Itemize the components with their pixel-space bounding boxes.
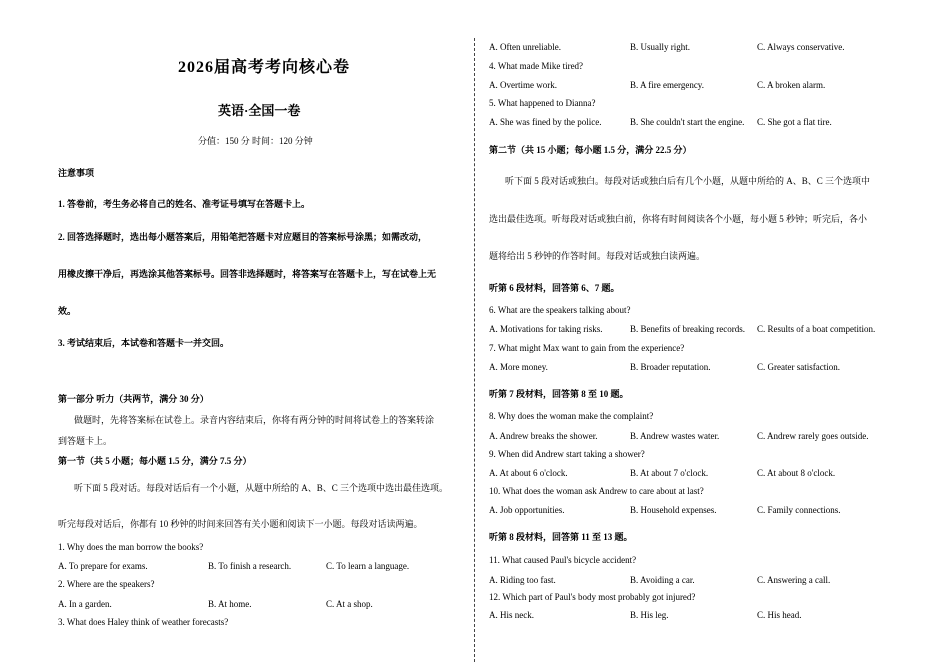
option-12b[interactable]: B. His leg.	[630, 610, 669, 620]
option-9c[interactable]: C. At about 8 o'clock.	[757, 468, 836, 478]
option-7b[interactable]: B. Broader reputation.	[630, 362, 711, 372]
question-4: 4. What made Mike tired?	[489, 61, 584, 71]
notice-item-3: 3. 考试结束后，本试卷和答题卡一并交回。	[58, 338, 230, 348]
notice-heading: 注意事项	[58, 168, 95, 178]
section2-intro-3: 题将给出 5 秒钟的作答时间。每段对话或独白读两遍。	[489, 251, 706, 261]
question-8: 8. Why does the woman make the complaint?	[489, 411, 654, 421]
option-2a[interactable]: A. In a garden.	[58, 599, 112, 609]
question-3: 3. What does Haley think of weather forecasts?	[58, 617, 229, 627]
question-7: 7. What might Max want to gain from the experience?	[489, 343, 685, 353]
section1-heading: 第一节（共 5 小题；每小题 1.5 分，满分 7.5 分）	[58, 456, 252, 466]
section2-heading: 第二节（共 15 小题；每小题 1.5 分，满分 22.5 分）	[489, 145, 692, 155]
material-6-heading: 听第 6 段材料，回答第 6、7 题。	[489, 283, 620, 293]
option-1a[interactable]: A. To prepare for exams.	[58, 561, 148, 571]
option-8a[interactable]: A. Andrew breaks the shower.	[489, 431, 598, 441]
option-6c[interactable]: C. Results of a boat competition.	[757, 324, 876, 334]
option-9b[interactable]: B. At about 7 o'clock.	[630, 468, 709, 478]
option-4c[interactable]: C. A broken alarm.	[757, 80, 826, 90]
exam-meta: 分值：150 分 时间：120 分钟	[198, 136, 313, 146]
option-2c[interactable]: C. At a shop.	[326, 599, 373, 609]
option-6a[interactable]: A. Motivations for taking risks.	[489, 324, 603, 334]
section2-intro-1: 听下面 5 段对话或独白。每段对话或独白后有几个小题，从题中所给的 A、B、C 三个选项中	[505, 176, 871, 186]
option-12c[interactable]: C. His head.	[757, 610, 802, 620]
option-6b[interactable]: B. Benefits of breaking records.	[630, 324, 745, 334]
option-4b[interactable]: B. A fire emergency.	[630, 80, 704, 90]
part1-intro-2: 到答题卡上。	[58, 436, 113, 446]
option-9a[interactable]: A. At about 6 o'clock.	[489, 468, 568, 478]
exam-title: 2026届高考考向核心卷	[178, 59, 351, 76]
question-11: 11. What caused Paul's bicycle accident?	[489, 555, 637, 565]
question-6: 6. What are the speakers talking about?	[489, 305, 631, 315]
question-5: 5. What happened to Dianna?	[489, 98, 596, 108]
option-3b[interactable]: B. Usually right.	[630, 42, 690, 52]
section1-intro-1: 听下面 5 段对话。每段对话后有一个小题，从题中所给的 A、B、C 三个选项中选出最佳选项。	[74, 483, 449, 493]
option-11a[interactable]: A. Riding too fast.	[489, 575, 556, 585]
exam-subtitle: 英语·全国一卷	[218, 103, 301, 118]
column-divider	[474, 38, 475, 662]
question-12: 12. Which part of Paul's body most probably got injured?	[489, 592, 696, 602]
question-9: 9. When did Andrew start taking a shower?	[489, 449, 645, 459]
option-5b[interactable]: B. She couldn't start the engine.	[630, 117, 745, 127]
option-10a[interactable]: A. Job opportunities.	[489, 505, 565, 515]
option-2b[interactable]: B. At home.	[208, 599, 252, 609]
notice-item-2c: 效。	[58, 306, 77, 316]
notice-item-1: 1. 答卷前，考生务必将自己的姓名、准考证号填写在答题卡上。	[58, 199, 311, 209]
section1-intro-2: 听完每段对话后，你都有 10 秒钟的时间来回答有关小题和阅读下一小题。每段对话读两遍。	[58, 519, 423, 529]
option-7a[interactable]: A. More money.	[489, 362, 548, 372]
option-8c[interactable]: C. Andrew rarely goes outside.	[757, 431, 869, 441]
option-7c[interactable]: C. Greater satisfaction.	[757, 362, 840, 372]
option-11c[interactable]: C. Answering a call.	[757, 575, 831, 585]
option-5c[interactable]: C. She got a flat tire.	[757, 117, 832, 127]
material-8-heading: 听第 8 段材料，回答第 11 至 13 题。	[489, 532, 633, 542]
option-11b[interactable]: B. Avoiding a car.	[630, 575, 695, 585]
option-4a[interactable]: A. Overtime work.	[489, 80, 557, 90]
notice-item-2b: 用橡皮擦干净后，再选涂其他答案标号。回答非选择题时，将答案写在答题卡上，写在试卷上无	[58, 269, 437, 279]
option-1c[interactable]: C. To learn a language.	[326, 561, 410, 571]
notice-item-2a: 2. 回答选择题时，选出每小题答案后，用铅笔把答题卡对应题目的答案标号涂黑；如需改动，	[58, 232, 428, 242]
option-12a[interactable]: A. His neck.	[489, 610, 534, 620]
option-1b[interactable]: B. To finish a research.	[208, 561, 292, 571]
part1-heading: 第一部分 听力（共两节，满分 30 分）	[58, 394, 209, 404]
option-5a[interactable]: A. She was fined by the police.	[489, 117, 602, 127]
option-3c[interactable]: C. Always conservative.	[757, 42, 845, 52]
option-3a[interactable]: A. Often unreliable.	[489, 42, 561, 52]
question-1: 1. Why does the man borrow the books?	[58, 542, 204, 552]
option-8b[interactable]: B. Andrew wastes water.	[630, 431, 720, 441]
part1-intro-1: 做题时，先将答案标在试卷上。录音内容结束后，你将有两分钟的时间将试卷上的答案转涂	[74, 415, 435, 425]
option-10c[interactable]: C. Family connections.	[757, 505, 841, 515]
question-2: 2. Where are the speakers?	[58, 579, 155, 589]
material-7-heading: 听第 7 段材料，回答第 8 至 10 题。	[489, 389, 629, 399]
question-10: 10. What does the woman ask Andrew to care about at last?	[489, 486, 704, 496]
section2-intro-2: 选出最佳选项。听每段对话或独白前，你将有时间阅读各个小题，每小题 5 秒钟；听完后，各小	[489, 214, 868, 224]
option-10b[interactable]: B. Household expenses.	[630, 505, 717, 515]
